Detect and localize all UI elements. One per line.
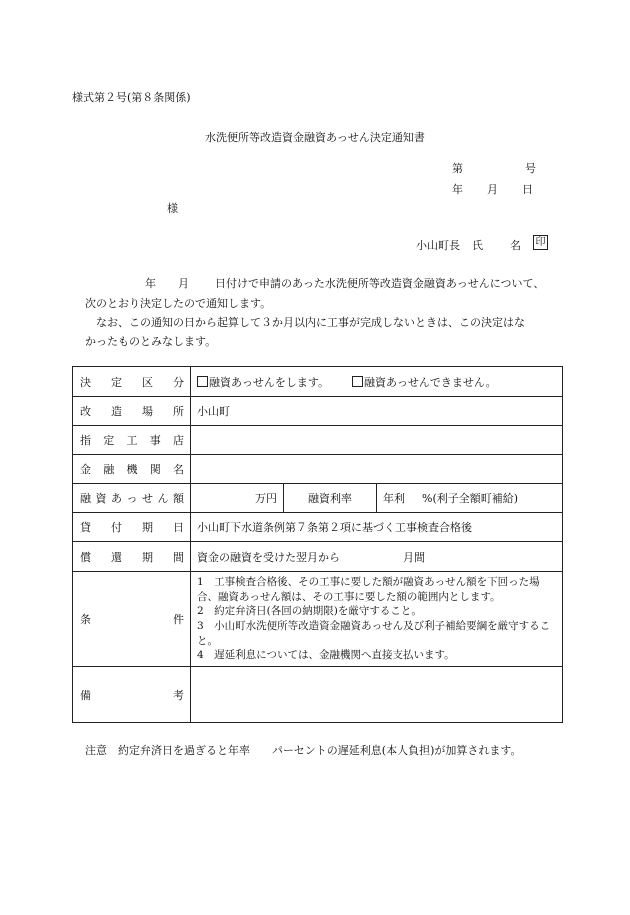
row-remarks bbox=[73, 667, 563, 723]
label-lending-period: 貸 付 期 日 bbox=[73, 513, 191, 542]
value-conditions bbox=[191, 572, 563, 667]
rate-suffix: %(利子全額町補給) bbox=[422, 492, 519, 505]
condition-2: 2 約定弁済日(各回の納期限)を厳守すること。 bbox=[197, 605, 422, 618]
row-decision bbox=[73, 367, 563, 397]
seal-mark bbox=[533, 235, 548, 250]
rate-prefix: 年利 bbox=[383, 492, 405, 505]
option-approve: 融資あっせんをします。 bbox=[209, 375, 330, 389]
repayment-suffix: 月間 bbox=[403, 550, 425, 564]
value-remarks[interactable] bbox=[191, 667, 563, 723]
issuer-name: 小山町長 bbox=[416, 239, 460, 252]
decision-table bbox=[72, 366, 563, 723]
loan-unit: 万円 bbox=[255, 492, 277, 505]
condition-4: 4 遅延利息については、金融機関へ直接支払います。 bbox=[197, 649, 455, 662]
date-year: 年 bbox=[452, 183, 463, 196]
label-site: 改 造 場 所 bbox=[73, 397, 191, 426]
seal-text: 印 bbox=[533, 235, 548, 250]
label-repayment: 償 還 期 間 bbox=[73, 542, 191, 572]
label-contractor: 指 定 工 事 店 bbox=[73, 426, 191, 455]
row-site bbox=[73, 397, 563, 426]
number-go: 号 bbox=[525, 162, 536, 175]
rate-label: 融資利率 bbox=[284, 484, 377, 513]
checkbox-approve[interactable] bbox=[197, 376, 208, 387]
issuer-shi: 氏 bbox=[472, 239, 483, 252]
value-decision bbox=[191, 367, 563, 397]
label-loan: 融 資 あ っ せ ん 額 bbox=[73, 484, 191, 513]
row-lending-period bbox=[73, 513, 563, 542]
label-conditions: 条 件 bbox=[73, 572, 191, 667]
row-conditions bbox=[73, 572, 563, 667]
body-line-2: 次のとおり決定したので通知します。 bbox=[85, 297, 272, 310]
condition-1: 1 工事検査合格後、その工事に要した額が融資あっせん額を下回った場合、融資あっせん額は、その工事に要した額の範囲内とします。 bbox=[197, 576, 540, 603]
footer-note: 注意 約定弁済日を過ぎると年率 パーセントの遅延利息(本人負担)が加算されます。 bbox=[85, 744, 522, 757]
date-day: 日 bbox=[522, 183, 533, 196]
rate-value-cell[interactable] bbox=[377, 484, 563, 513]
document-title: 水洗便所等改造資金融資あっせん決定通知書 bbox=[205, 131, 425, 144]
row-contractor bbox=[73, 426, 563, 455]
row-repayment bbox=[73, 542, 563, 572]
issuer-mei: 名 bbox=[510, 239, 521, 252]
value-contractor[interactable] bbox=[191, 426, 563, 455]
number-dai: 第 bbox=[452, 162, 463, 175]
label-remarks: 備 考 bbox=[73, 667, 191, 723]
value-site[interactable]: 小山町 bbox=[191, 397, 563, 426]
value-repayment[interactable] bbox=[191, 542, 563, 572]
repayment-text: 資金の融資を受けた翌月から bbox=[197, 550, 340, 564]
value-lending-period: 小山町下水道条例第７条第２項に基づく工事検査合格後 bbox=[191, 513, 563, 542]
body-line-4: かったものとみなします。 bbox=[85, 335, 217, 348]
row-loan bbox=[73, 484, 563, 513]
recipient-sama: 様 bbox=[167, 202, 178, 215]
date-month: 月 bbox=[487, 183, 498, 196]
value-bank[interactable] bbox=[191, 455, 563, 484]
body-month: 月 bbox=[178, 277, 189, 290]
body-year: 年 bbox=[145, 277, 156, 290]
condition-3: 3 小山町水洗便所等改造資金融資あっせん及び利子補給要綱を厳守すること。 bbox=[197, 620, 551, 647]
label-bank: 金 融 機 関 名 bbox=[73, 455, 191, 484]
row-bank bbox=[73, 455, 563, 484]
label-decision: 決 定 区 分 bbox=[73, 367, 191, 397]
body-line-1: 日付けで申請のあった水洗便所等改造資金融資あっせんについて、 bbox=[215, 277, 545, 290]
option-deny: 融資あっせんできません。 bbox=[364, 375, 497, 389]
checkbox-deny[interactable] bbox=[352, 376, 363, 387]
loan-amount-cell[interactable] bbox=[191, 484, 284, 513]
form-number: 様式第２号(第８条関係) bbox=[72, 91, 191, 104]
body-line-3: なお、この通知の日から起算して３か月以内に工事が完成しないときは、この決定はな bbox=[96, 316, 525, 329]
